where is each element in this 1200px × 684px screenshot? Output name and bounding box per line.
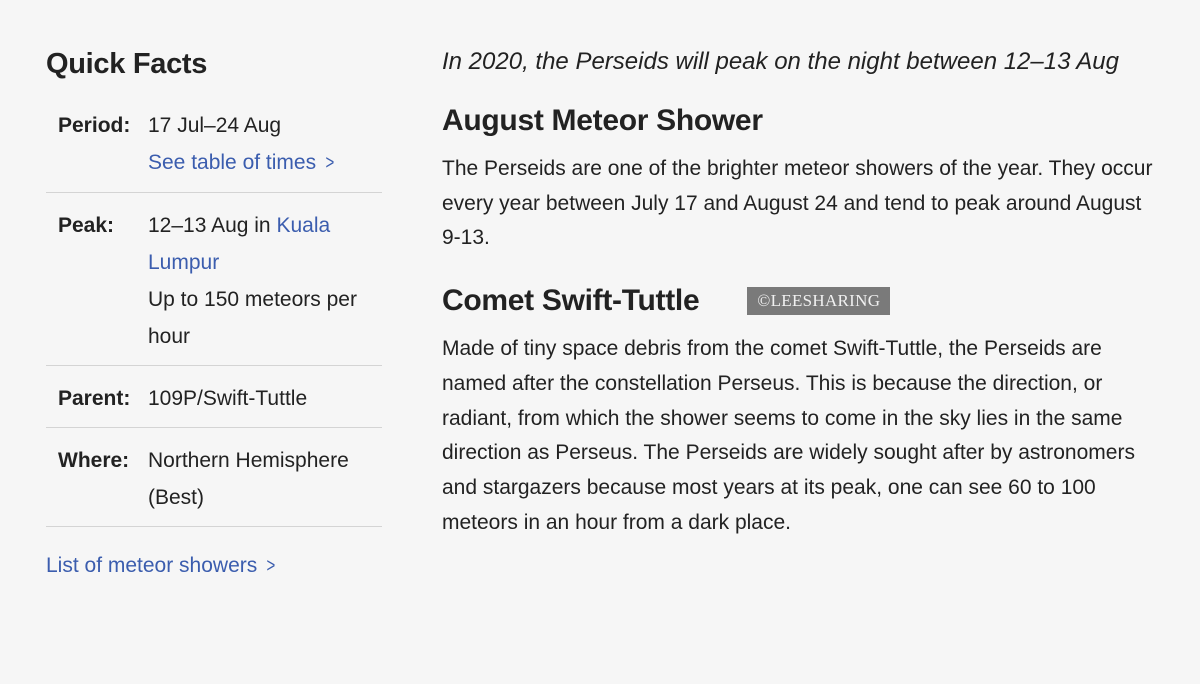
fact-parent	[46, 366, 382, 428]
quick-facts-panel	[46, 48, 382, 585]
article-body	[442, 42, 1162, 568]
list-of-meteor-showers-label: List of meteor showers	[46, 554, 258, 577]
where-label: Where:	[58, 449, 130, 472]
period-value: 17 Jul–24 Aug	[148, 114, 282, 137]
peak-value-block	[148, 207, 382, 355]
where-value: Northern Hemisphere (Best)	[148, 449, 349, 509]
comet-swift-tuttle-paragraph: Made of tiny space debris from the comet Swift-Tuttle, the Perseids are named after the constellation Perseus. This is because the direction, or radiant, from which the shower seems to come in the sky lies in the same direction as Perseus. The Perseids are widely sought after by astronomers and stargazers because most years at its peak, one can see 60 to 100 meteors in an hour from a dark place.	[442, 337, 1135, 534]
section-heading-comet-swift-tuttle	[442, 284, 1162, 318]
peak-date-text: 12–13 Aug in	[148, 214, 277, 237]
section-heading-august-meteor-shower	[442, 104, 1162, 138]
quick-facts-title: Quick Facts	[46, 48, 208, 80]
intro-text: In 2020, the Perseids will peak on the night between 12–13 Aug	[442, 48, 1119, 75]
peak-date	[148, 207, 382, 281]
chevron-right-icon: >	[266, 555, 276, 577]
period-label: Period:	[58, 114, 131, 137]
watermark-badge: ©LEESHARING	[747, 287, 890, 315]
parent-value: 109P/Swift-Tuttle	[148, 387, 308, 410]
period-value-block	[148, 107, 336, 182]
see-table-of-times-label: See table of times	[148, 151, 317, 174]
comet-swift-tuttle-title: Comet Swift-Tuttle	[442, 284, 700, 318]
fact-peak	[46, 193, 382, 366]
august-meteor-shower-title: August Meteor Shower	[442, 104, 763, 137]
parent-label: Parent:	[58, 387, 131, 410]
chevron-right-icon: >	[325, 152, 335, 174]
fact-where	[46, 428, 382, 527]
peak-label: Peak:	[58, 214, 115, 237]
august-meteor-shower-paragraph: The Perseids are one of the brighter meteor showers of the year. They occur every year between July 17 and August 24 and tend to peak around August 9-13.	[442, 157, 1153, 250]
list-of-meteor-showers-link[interactable]	[46, 554, 277, 577]
peak-rate: Up to 150 meteors per hour	[148, 288, 357, 348]
see-table-of-times-link[interactable]	[148, 151, 336, 174]
kuala-lumpur-link[interactable]: Kuala Lumpur	[148, 214, 331, 274]
footer-link-row	[46, 547, 382, 585]
fact-period	[46, 107, 382, 193]
